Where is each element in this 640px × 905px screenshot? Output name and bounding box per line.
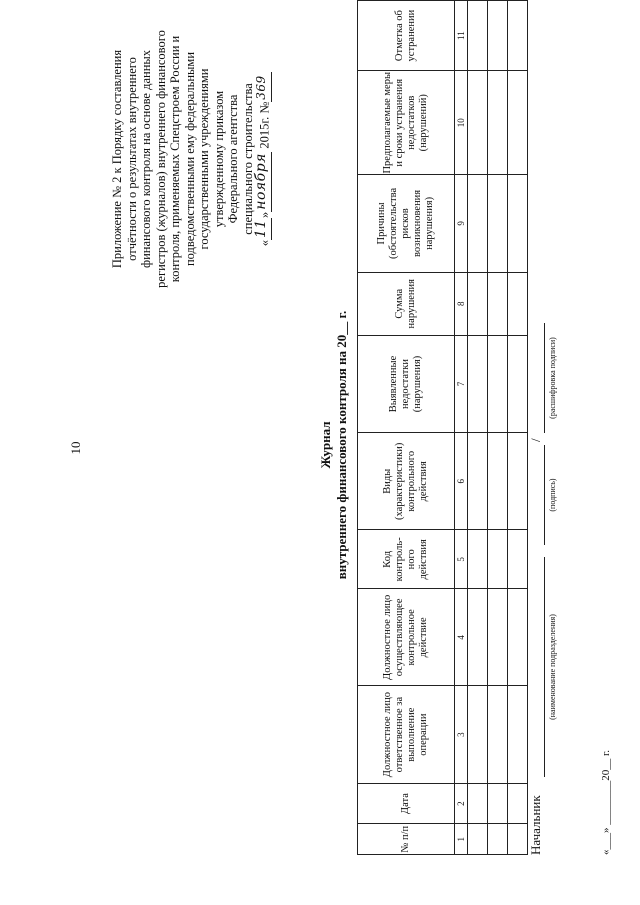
handwritten-month: ноября xyxy=(257,152,272,212)
column-number: 2 xyxy=(455,783,468,824)
table-row xyxy=(488,1,508,855)
signature-slash: / xyxy=(528,438,543,442)
chief-label: Начальник xyxy=(528,795,543,855)
header-cell: Предполагаемые меры и сроки устранения недостатков (нарушений) xyxy=(358,71,455,175)
header-cell: Виды (характеристики) контрольного действия xyxy=(358,433,455,530)
header-cell: № п/п xyxy=(358,824,455,855)
appendix-line: контроля, применяемых Спецстроем России и xyxy=(168,35,182,283)
appendix-line: государственными учреждениями xyxy=(197,68,211,250)
sign-caption: (подпись) xyxy=(548,478,557,512)
column-number: 1 xyxy=(455,824,468,855)
handwritten-number: 369 xyxy=(257,72,272,102)
appendix-line: специального строительства xyxy=(240,83,255,235)
journal-title: Журнал xyxy=(318,421,333,469)
handwritten-day: 11 xyxy=(257,218,272,240)
column-number: 3 xyxy=(455,686,468,783)
journal-table xyxy=(357,0,528,855)
sign-line xyxy=(543,445,545,545)
table-row xyxy=(508,1,528,855)
table-header-row xyxy=(358,1,455,855)
date-line: «___» ________20__ г. xyxy=(600,749,612,855)
header-cell: Должностное лицо ответственное за выполнение операции xyxy=(358,686,455,783)
column-number-row xyxy=(455,1,468,855)
appendix-line: утвержденному приказом xyxy=(211,90,226,228)
order-date-line: « 11 » ноября 2015г. № 369 xyxy=(257,25,272,293)
header-cell: Сумма нарушения xyxy=(358,272,455,335)
column-number: 5 xyxy=(455,530,468,589)
header-cell: Отметка об устранении xyxy=(358,1,455,71)
unit-line xyxy=(543,557,545,777)
decode-line xyxy=(543,323,545,433)
appendix-line: подведомственными ему федеральными xyxy=(182,51,197,267)
page-number: 10 xyxy=(68,441,83,455)
header-cell: Выявленные недостатки (нарушения) xyxy=(358,335,455,432)
table-row xyxy=(468,1,488,855)
appendix-line: регистров (журналов) внутреннего финансового xyxy=(153,30,168,288)
appendix-line: финансового контроля на основе данных xyxy=(139,49,153,269)
column-number: 6 xyxy=(455,433,468,530)
decode-caption: (расшифровка подписи) xyxy=(548,337,557,419)
appendix-line: Приложение № 2 к Порядку составления xyxy=(110,49,124,269)
appendix-line: отчётности о результатах внутреннего xyxy=(124,57,139,261)
appendix-line: Федерального агентства xyxy=(226,94,240,224)
column-number: 11 xyxy=(455,1,468,71)
unit-caption: (наименование подразделения) xyxy=(548,614,557,720)
header-cell: Дата xyxy=(358,783,455,824)
column-number: 7 xyxy=(455,335,468,432)
column-number: 4 xyxy=(455,589,468,686)
column-number: 9 xyxy=(455,175,468,272)
header-cell: Причины (обстоятельства рисков возникновения нарушения) xyxy=(358,175,455,272)
journal-subtitle: внутреннего финансового контроля на 20__ г. xyxy=(334,310,349,580)
column-number: 10 xyxy=(455,71,468,175)
header-cell: Код контроль-ного действия xyxy=(358,530,455,589)
appendix-block xyxy=(110,25,272,293)
header-cell: Должностное лицо осуществляющее контрольное действие xyxy=(358,589,455,686)
column-number: 8 xyxy=(455,272,468,335)
journal-title-block xyxy=(318,225,350,665)
